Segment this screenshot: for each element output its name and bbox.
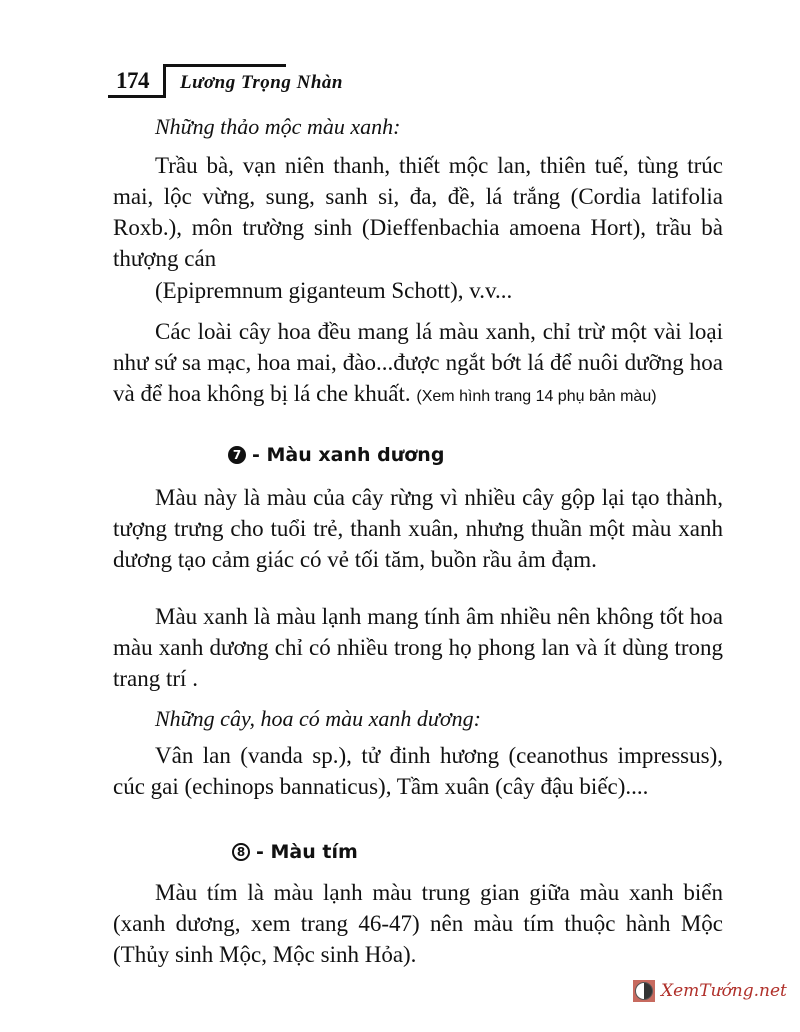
watermark-logo [633, 980, 787, 1002]
color-plate-note: (Xem hình trang 14 phụ bản màu) [416, 388, 657, 405]
header-divider [163, 64, 166, 98]
blue-plants-list: Vân lan (vanda sp.), tử đinh hương (ceanothus impressus), cúc gai (echinops bannaticus), Tầm xuân (cây đậu biếc).... [113, 743, 723, 799]
blue-paragraph-2: Màu xanh là màu lạnh mang tính âm nhiều nên không tốt hoa màu xanh dương chỉ có nhiều trong họ phong lan và ít dùng trong trang trí . [113, 604, 723, 691]
green-plants-heading: Những thảo mộc màu xanh: [155, 114, 401, 139]
green-flowers-paragraph [113, 316, 723, 412]
blue-plants-heading: Những cây, hoa có màu xanh dương: [155, 706, 481, 731]
blue-paragraph-1: Màu này là màu của cây rừng vì nhiều cây gộp lại tạo thành, tượng trưng cho tuổi trẻ, thanh xuân, nhưng thuần một màu xanh dương tạo cảm giác có vẻ tối tăm, buồn rầu ảm đạm. [113, 485, 723, 572]
header-rule [163, 64, 286, 67]
running-header-author: Lương Trọng Nhàn [180, 72, 343, 93]
page-number: 174 [116, 68, 149, 93]
section-heading-8 [232, 841, 358, 863]
green-plants-list: Trầu bà, vạn niên thanh, thiết mộc lan, thiên tuế, tùng trúc mai, lộc vừng, sung, sanh si, đa, đề, lá trắng (Cordia latifolia Roxb.), môn trường sinh (Dieffenbachia amoena Hort), trầu bà thượng cán [113, 153, 723, 271]
section-title: - Màu tím [256, 841, 358, 863]
section-heading-7 [228, 444, 444, 466]
page-number-underline [108, 95, 166, 98]
purple-paragraph: Màu tím là màu lạnh màu trung gian giữa màu xanh biển (xanh dương, xem trang 46-47) nên màu tím thuộc hành Mộc (Thủy sinh Mộc, Mộc sinh Hỏa). [113, 880, 723, 967]
watermark-text: XemTướng.net [661, 981, 787, 1001]
yin-yang-icon [633, 980, 655, 1002]
green-plants-list-cont: (Epipremnum giganteum Schott), v.v... [155, 278, 513, 303]
green-flowers-text: Các loài cây hoa đều mang lá màu xanh, chỉ trừ một vài loại như sứ sa mạc, hoa mai, đào...được ngắt bớt lá để nuôi dưỡng hoa và để hoa không bị lá che khuất. [113, 319, 723, 406]
number-badge-icon: 8 [232, 843, 250, 861]
number-badge-icon: 7 [228, 446, 246, 464]
section-title: - Màu xanh dương [252, 444, 445, 466]
